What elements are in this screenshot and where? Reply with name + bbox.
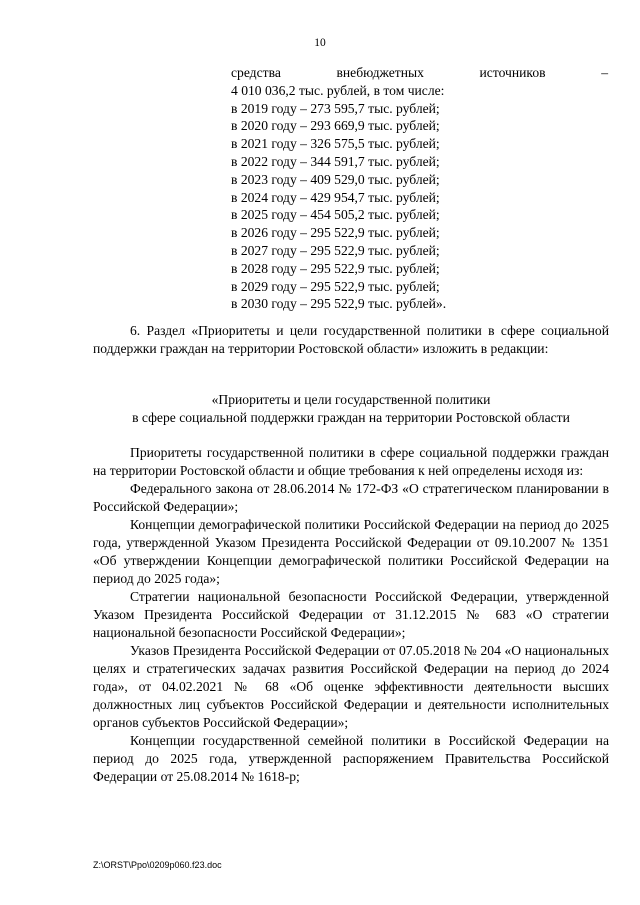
page-number: 10	[314, 37, 326, 49]
funding-word-3: источников	[479, 65, 546, 80]
funding-dash: –	[601, 65, 608, 80]
main-text	[93, 444, 609, 786]
paragraph-federal-law: Федерального закона от 28.06.2014 № 172-ФЗ «О стратегическом планировании в Российской Федерации»;	[93, 481, 609, 514]
funding-word-1: средства	[231, 65, 281, 80]
item-6-text: 6. Раздел «Приоритеты и цели государственной политики в сфере социальной поддержки граждан на территории Ростовской области» изложить в редакции:	[93, 323, 609, 356]
section-heading-line-2: в сфере социальной поддержки граждан на территории Ростовской области	[132, 410, 570, 425]
paragraph-demographic-concept: Концепции демографической политики Российской Федерации на период до 2025 года, утвержденной Указом Президента Российской Федерации от 09.10.2007 № 1351 «Об утверждении Концепции демографической политики Российской Федерации на период до 2025 года»;	[93, 517, 609, 586]
file-path-footer: Z:\ORST\Ppo\0209p060.f23.doc	[93, 860, 222, 870]
funding-year-2019: в 2019 году – 273 595,7 тыс. рублей;	[231, 100, 440, 116]
section-heading-line-1: «Приоритеты и цели государственной политики	[211, 392, 491, 407]
funding-year-2030: в 2030 году – 295 522,9 тыс. рублей».	[231, 296, 447, 312]
paragraph-security-strategy: Стратегии национальной безопасности Российской Федерации, утвержденной Указом Президента Российской Федерации от 31.12.2015 № 683 «О стратегии национальной безопасности Российской Федерации»;	[93, 589, 609, 640]
funding-word-2: внебюджетных	[336, 65, 424, 80]
paragraph-president-decrees: Указов Президента Российской Федерации от 07.05.2018 № 204 «О национальных целях и стратегических задачах развития Российской Федерации на период до 2024 года», от 04.02.2021 № 68 «Об оценке эффективности деятельности высших должностных лиц субъектов Российской Федерации и деятельности исполнительных органов субъектов Российской Федерации»;	[93, 643, 609, 730]
funding-year-2022: в 2022 году – 344 591,7 тыс. рублей;	[231, 153, 440, 169]
funding-year-2029: в 2029 году – 295 522,9 тыс. рублей;	[231, 278, 440, 294]
funding-year-2023: в 2023 году – 409 529,0 тыс. рублей;	[231, 171, 440, 187]
paragraph-family-policy: Концепции государственной семейной политики в Российской Федерации на период до 2025 года, утвержденной распоряжением Правительства Российской Федерации от 25.08.2014 № 1618-р;	[93, 733, 609, 784]
funding-year-2027: в 2027 году – 295 522,9 тыс. рублей;	[231, 242, 440, 258]
funding-block	[231, 64, 608, 313]
funding-year-2024: в 2024 году – 429 954,7 тыс. рублей;	[231, 189, 440, 205]
funding-year-2026: в 2026 году – 295 522,9 тыс. рублей;	[231, 225, 440, 241]
funding-total: 4 010 036,2 тыс. рублей, в том числе:	[231, 82, 445, 98]
funding-year-2021: в 2021 году – 326 575,5 тыс. рублей;	[231, 136, 440, 152]
funding-year-2028: в 2028 году – 295 522,9 тыс. рублей;	[231, 260, 440, 276]
item-6-paragraph	[93, 322, 609, 358]
paragraph-intro: Приоритеты государственной политики в сфере социальной поддержки граждан на территории Ростовской области и общие требования к ней определены исходя из:	[93, 445, 609, 478]
section-heading	[93, 391, 609, 427]
funding-year-2025: в 2025 году – 454 505,2 тыс. рублей;	[231, 207, 440, 223]
funding-year-2020: в 2020 году – 293 669,9 тыс. рублей;	[231, 118, 440, 134]
funding-first-line	[231, 64, 608, 82]
